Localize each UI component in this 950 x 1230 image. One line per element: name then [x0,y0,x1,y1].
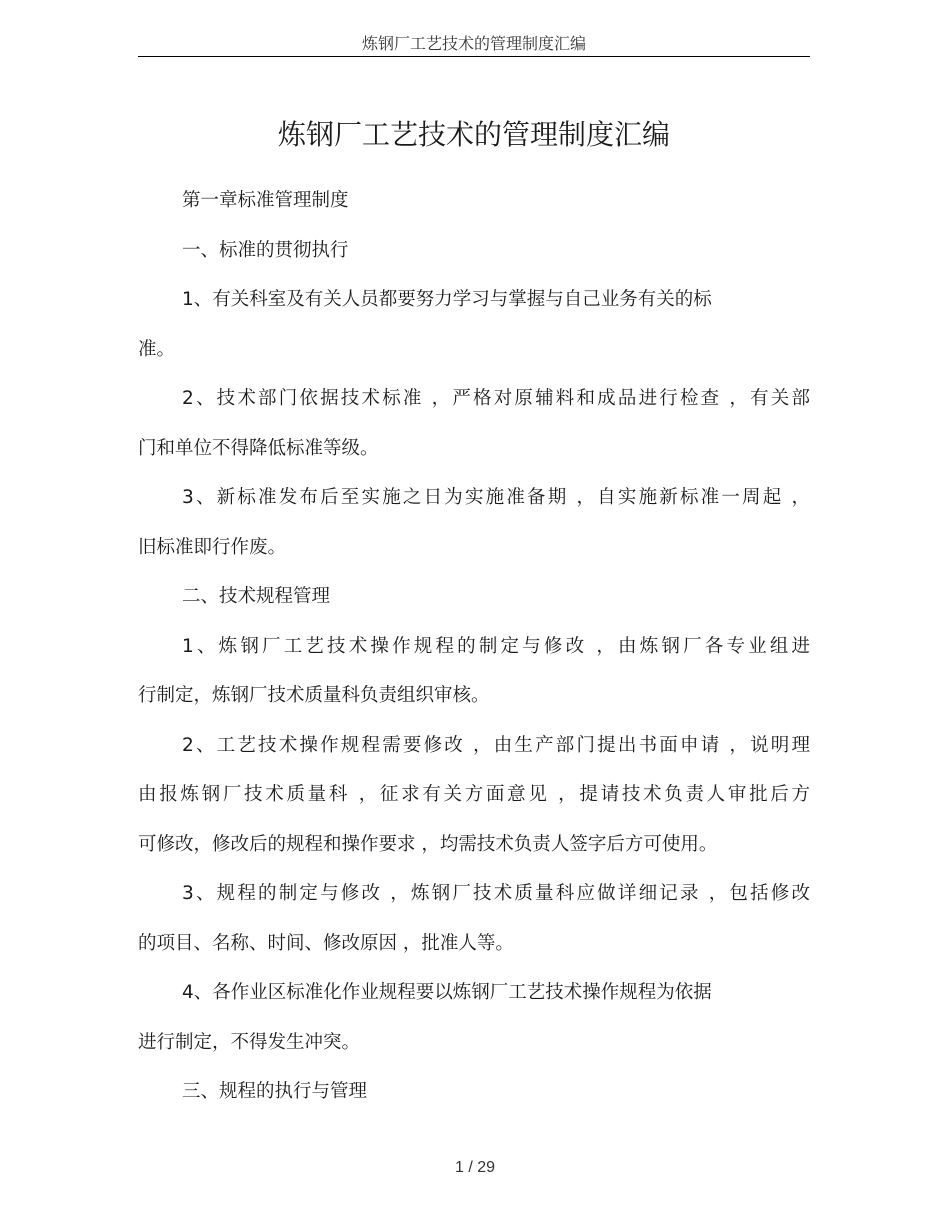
paragraph-line: 可修改，修改后的规程和操作要求 ，均需技术负责人签字后方可使用。 [138,833,718,855]
paragraph-line: 2、技术部门依据技术标准 ，严格对原辅料和成品进行检查 ，有关部 [182,388,810,409]
paragraph-line: 由报炼钢厂技术质量科 ，征求有关方面意见 ，提请技术负责人审批后方 [138,784,810,805]
paragraph-line: 3、新标准发布后至实施之日为实施准备期 ，自实施新标准一周起 ， [182,487,810,508]
document-title: 炼钢厂工艺技术的管理制度汇编 [277,118,670,151]
paragraph-line: 门和单位不得降低标准等级。 [138,437,379,459]
paragraph-line: 1、炼钢厂工艺技术操作规程的制定与修改 ，由炼钢厂各专业组进 [182,635,810,657]
paragraph-line: 4、各作业区标准化作业规程要以炼钢厂工艺技术操作规程为依据 [182,982,712,1003]
page-number: 1 / 29 [454,1159,496,1176]
paragraph-line: 2、工艺技术操作规程需要修改 ，由生产部门提出书面申请 ，说明理 [182,734,810,756]
paragraph-line: 的项目、名称、时间、修改原因 ，批准人等。 [138,932,514,954]
chapter-heading: 第一章标准管理制度 [182,190,349,211]
section-heading: 一、标准的贯彻执行 [182,239,349,261]
paragraph-line: 行制定，炼钢厂技术质量科负责组织审核。 [138,685,490,706]
paragraph-line: 准。 [138,338,176,360]
section-heading: 二、技术规程管理 [182,586,331,607]
paragraph-line: 进行制定，不得发生冲突。 [138,1031,361,1053]
document-body [138,176,810,1117]
paragraph-line: 1、有关科室及有关人员都要努力学习与掌握与自己业务有关的标 [182,289,712,310]
paragraph-line: 旧标准即行作废。 [138,536,287,558]
running-header: 炼钢厂工艺技术的管理制度汇编 [361,34,586,53]
paragraph-line: 3、规程的制定与修改 ，炼钢厂技术质量科应做详细记录 ，包括修改 [182,883,810,904]
section-heading: 三、规程的执行与管理 [182,1081,368,1102]
header-rule [138,56,810,57]
